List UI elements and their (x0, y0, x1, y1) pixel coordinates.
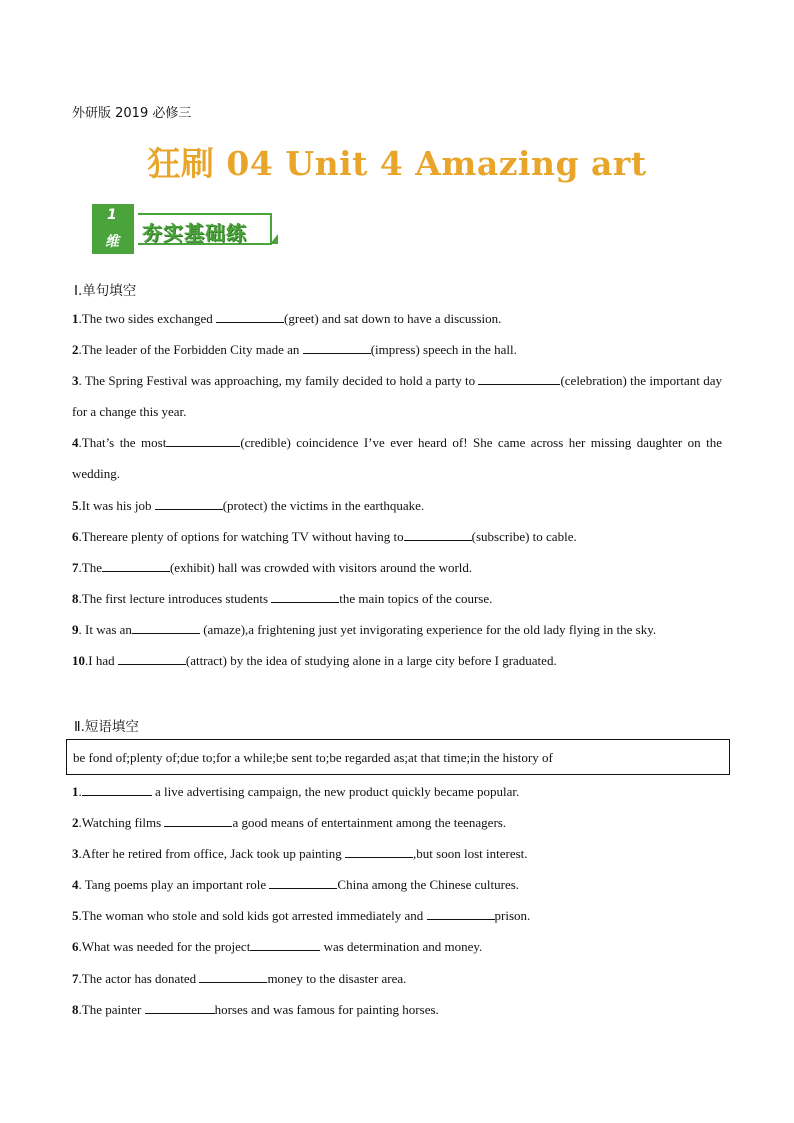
question-text: .I had (85, 653, 118, 668)
answer-blank[interactable] (145, 1001, 215, 1014)
s2-question-2 (72, 807, 722, 838)
question-text: (greet) and sat down to have a discussion. (284, 311, 502, 326)
s2-question-3 (72, 838, 722, 869)
question-text: horses and was famous for painting horses. (214, 1002, 439, 1017)
badge-label-box (138, 213, 272, 245)
answer-blank[interactable] (199, 970, 267, 983)
question-text: China among the Chinese cultures. (337, 877, 520, 892)
question-number: 2 (72, 815, 79, 830)
s2-question-6 (72, 931, 722, 962)
badge-number: 1 (107, 207, 117, 223)
answer-blank[interactable] (303, 341, 371, 354)
s2-question-5 (72, 900, 722, 931)
question-number: 10 (72, 653, 85, 668)
question-text: .It was his job (78, 498, 155, 513)
question-number: 6 (72, 529, 79, 544)
section-badge (92, 204, 287, 254)
question-text: .That’s the most (78, 435, 167, 450)
question-number: 1 (72, 784, 79, 799)
question-number: 7 (72, 560, 79, 575)
question-text: . The Spring Festival was approaching, my family decided to hold a party to (78, 373, 479, 388)
s2-question-8 (72, 994, 722, 1025)
question-text: . (78, 784, 82, 799)
question-text: (impress) speech in the hall. (370, 342, 517, 357)
s1-question-3 (72, 365, 722, 427)
question-text: prison. (494, 908, 531, 923)
answer-blank[interactable] (118, 652, 186, 665)
question-text: .What was needed for the project (78, 939, 251, 954)
edition-label: 外研版 2019 必修三 (72, 106, 192, 121)
question-text: (attract) by the idea of studying alone in a large city before I graduated. (185, 653, 557, 668)
s1-question-10 (72, 645, 722, 676)
answer-blank[interactable] (164, 814, 232, 827)
question-text: .The actor has donated (78, 971, 200, 986)
question-number: 5 (72, 908, 79, 923)
answer-blank[interactable] (404, 528, 472, 541)
s1-question-6 (72, 521, 722, 552)
s2-question-7 (72, 963, 722, 994)
question-text: ,but soon lost interest. (413, 846, 528, 861)
question-text: (amaze),a frightening just yet invigorating experience for the old lady flying in the sky. (199, 622, 657, 637)
question-number: 2 (72, 342, 79, 357)
s1-question-1 (72, 303, 722, 334)
question-text: (exhibit) hall was crowded with visitors around the world. (169, 560, 473, 575)
question-number: 4 (72, 877, 79, 892)
question-text: .Watching films (78, 815, 165, 830)
answer-blank[interactable] (132, 621, 200, 634)
s1-question-8 (72, 583, 722, 614)
question-number: 3 (72, 373, 79, 388)
s1-question-5 (72, 490, 722, 521)
s2-question-4 (72, 869, 722, 900)
s1-question-9 (72, 614, 722, 645)
question-number: 8 (72, 591, 79, 606)
question-text: .Thereare plenty of options for watching TV without having to (78, 529, 404, 544)
s1-question-7 (72, 552, 722, 583)
answer-blank[interactable] (478, 372, 560, 385)
answer-blank[interactable] (166, 434, 240, 447)
question-text: .The (78, 560, 102, 575)
word-bank-box: be fond of;plenty of;due to;for a while;be sent to;be regarded as;at that time;in the history of (66, 739, 730, 775)
s1-question-4 (72, 427, 722, 489)
question-number: 5 (72, 498, 79, 513)
section2-heading: Ⅱ.短语填空 (74, 719, 139, 735)
answer-blank[interactable] (155, 497, 223, 510)
question-number: 8 (72, 1002, 79, 1017)
question-text: .The woman who stole and sold kids got arrested immediately and (78, 908, 427, 923)
question-text: . It was an (78, 622, 132, 637)
question-text: (celebration) the important day for a change this year. (72, 373, 722, 419)
badge-unit: 维 (105, 234, 119, 250)
question-text: (subscribe) to cable. (471, 529, 577, 544)
question-text: .The first lecture introduces students (78, 591, 272, 606)
answer-blank[interactable] (345, 845, 413, 858)
section1-heading: Ⅰ.单句填空 (74, 283, 137, 299)
question-number: 1 (72, 311, 79, 326)
s1-question-2 (72, 334, 722, 365)
question-text: (credible) coincidence I’ve ever heard of! She came across her missing daughter on the wedding. (72, 435, 722, 481)
s2-question-1 (72, 776, 722, 807)
question-text: . Tang poems play an important role (78, 877, 270, 892)
question-text: a good means of entertainment among the teenagers. (232, 815, 507, 830)
question-text: (protect) the victims in the earthquake. (222, 498, 425, 513)
question-text: money to the disaster area. (267, 971, 407, 986)
question-text: .After he retired from office, Jack took up painting (78, 846, 346, 861)
page-title: 狂刷 04 Unit 4 Amazing art (147, 144, 647, 183)
answer-blank[interactable] (82, 783, 152, 796)
question-text: .The painter (78, 1002, 145, 1017)
question-text: the main topics of the course. (339, 591, 493, 606)
answer-blank[interactable] (216, 310, 284, 323)
answer-blank[interactable] (427, 907, 495, 920)
question-text: was determination and money. (320, 939, 483, 954)
badge-number-block (92, 204, 134, 254)
question-text: .The two sides exchanged (78, 311, 217, 326)
question-number: 7 (72, 971, 79, 986)
question-number: 9 (72, 622, 79, 637)
answer-blank[interactable] (102, 559, 170, 572)
answer-blank[interactable] (269, 876, 337, 889)
question-text: .The leader of the Forbidden City made an (78, 342, 303, 357)
question-number: 6 (72, 939, 79, 954)
question-number: 3 (72, 846, 79, 861)
question-text: a live advertising campaign, the new product quickly became popular. (151, 784, 520, 799)
question-number: 4 (72, 435, 79, 450)
answer-blank[interactable] (271, 590, 339, 603)
badge-corner-decoration (270, 234, 278, 244)
answer-blank[interactable] (250, 938, 320, 951)
badge-label: 夯实基础练 (142, 221, 247, 245)
